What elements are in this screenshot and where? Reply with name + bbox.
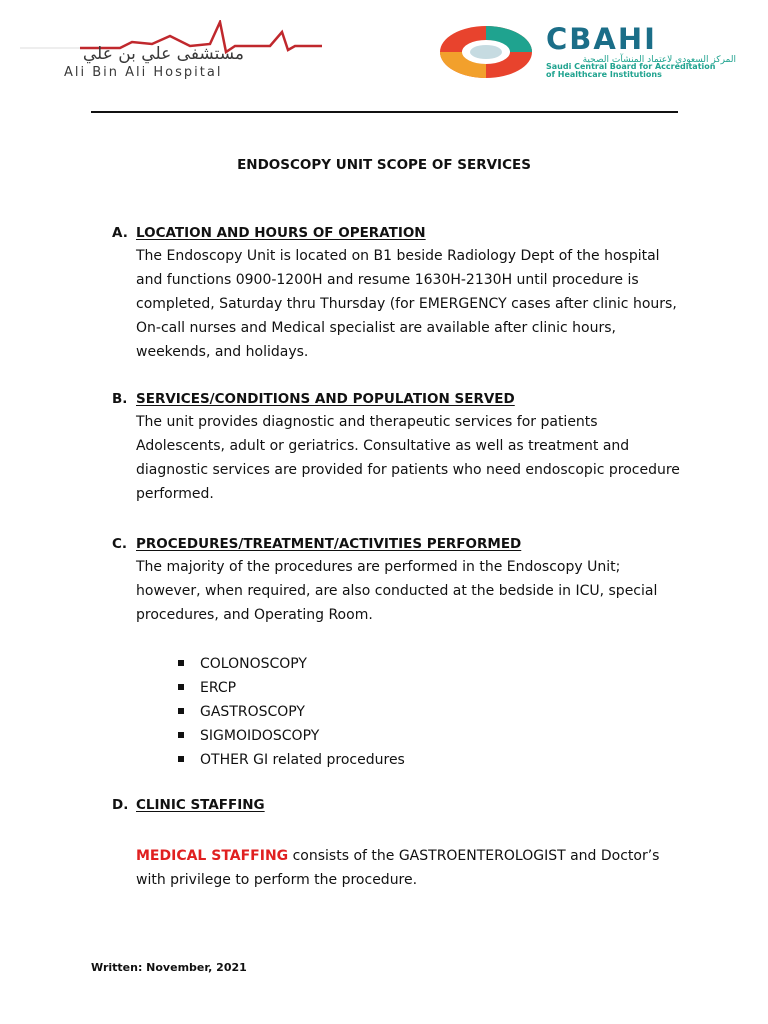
section-heading — [112, 391, 692, 407]
section-title: SERVICES/CONDITIONS AND POPULATION SERVED — [136, 391, 515, 407]
procedure-list — [176, 652, 405, 772]
section-heading — [112, 536, 692, 552]
section-title: PROCEDURES/TREATMENT/ACTIVITIES PERFORMED — [136, 536, 522, 552]
section-letter: B. — [112, 391, 128, 407]
header-divider — [91, 111, 678, 113]
section-letter: A. — [112, 225, 128, 241]
square-bullet-icon — [178, 660, 184, 666]
section-location-hours — [112, 225, 692, 364]
cbahi-english-line-2: of Healthcare Institutions — [546, 70, 662, 79]
cbahi-wordmark: CBAHI — [546, 22, 657, 56]
section-heading — [112, 797, 692, 813]
cbahi-logo — [438, 22, 738, 84]
square-bullet-icon — [178, 732, 184, 738]
section-body: The unit provides diagnostic and therapeutic services for patients Adolescents, adult or geriatrics. Consultative as well as treatment and diagnostic services are provided for patients who need endoscopic procedure performed. — [136, 414, 680, 502]
document-title: ENDOSCOPY UNIT SCOPE OF SERVICES — [237, 157, 531, 173]
list-item — [176, 748, 405, 772]
cbahi-emblem-icon — [438, 22, 538, 82]
procedure-label: ERCP — [200, 680, 237, 696]
cbahi-english-line-1: Saudi Central Board for Accreditation — [546, 62, 716, 71]
medical-staffing-label: MEDICAL STAFFING — [136, 848, 289, 864]
section-letter: D. — [112, 797, 129, 813]
cbahi-arabic-text: المركز السعودي لاعتماد المنشآت الصحية — [582, 55, 736, 65]
procedure-label: COLONOSCOPY — [200, 656, 307, 672]
section-services-population — [112, 391, 692, 506]
medical-staffing-paragraph — [136, 844, 681, 892]
procedure-label: OTHER GI related procedures — [200, 752, 405, 768]
procedure-label: SIGMOIDOSCOPY — [200, 728, 320, 744]
square-bullet-icon — [178, 684, 184, 690]
section-heading — [112, 225, 692, 241]
list-item — [176, 676, 405, 700]
hospital-logo — [20, 20, 325, 78]
list-item — [176, 724, 405, 748]
medical-staffing-text: consists of the GASTROENTEROLOGIST and Doctor’s with privilege to perform the procedure. — [136, 848, 660, 888]
section-body: The Endoscopy Unit is located on B1 beside Radiology Dept of the hospital and functions 0900-1200H and resume 1630H-2130H until procedure is completed, Saturday thru Thursday (for EMERGENCY cases after clinic hours, On-call nurses and Medical specialist are available after clinic hours, weekends, and holidays. — [136, 248, 677, 360]
section-clinic-staffing — [112, 797, 692, 813]
section-letter: C. — [112, 536, 128, 552]
square-bullet-icon — [178, 756, 184, 762]
section-body: The majority of the procedures are performed in the Endoscopy Unit; however, when required, are also conducted at the bedside in ICU, special procedures, and Operating Room. — [136, 559, 658, 623]
cbahi-english-text — [546, 63, 736, 79]
procedure-label: GASTROSCOPY — [200, 704, 305, 720]
section-title: LOCATION AND HOURS OF OPERATION — [136, 225, 426, 241]
square-bullet-icon — [178, 708, 184, 714]
list-item — [176, 700, 405, 724]
hospital-arabic-name: مستشفى علي بن علي — [82, 44, 244, 64]
footer-written-date: Written: November, 2021 — [91, 961, 247, 974]
hospital-english-name: Ali Bin Ali Hospital — [64, 65, 223, 80]
list-item — [176, 652, 405, 676]
section-title: CLINIC STAFFING — [136, 797, 265, 813]
section-procedures — [112, 536, 692, 627]
